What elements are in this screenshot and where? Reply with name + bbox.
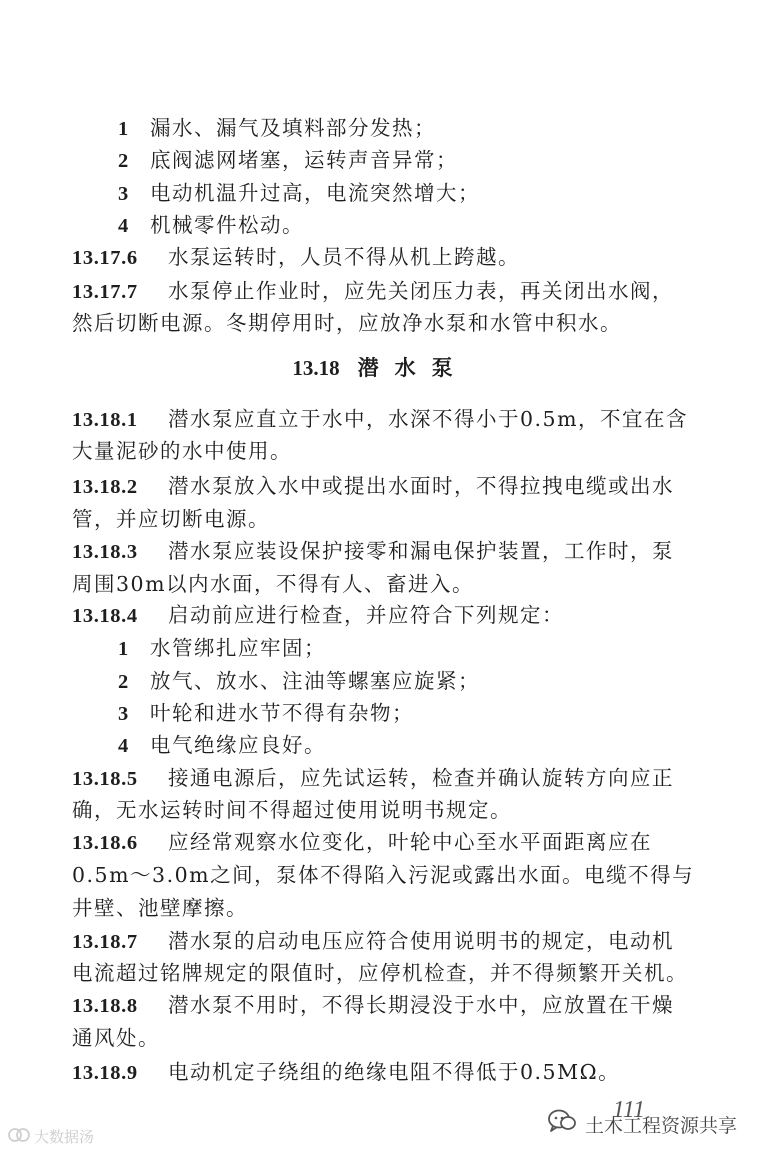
item-number: 1 <box>118 118 129 140</box>
clause-text: 井壁、池壁摩擦。 <box>72 896 248 920</box>
clause-13-17-6 <box>72 245 692 270</box>
list-item <box>118 116 738 141</box>
item-text: 电气绝缘应良好。 <box>150 733 326 757</box>
item-text: 底阀滤网堵塞，运转声音异常； <box>150 148 458 172</box>
item-number: 4 <box>118 215 129 237</box>
section-number: 13.18 <box>292 356 340 380</box>
item-number: 2 <box>118 150 129 172</box>
clause-13-18-2 <box>72 474 692 499</box>
clause-continuation <box>72 507 692 531</box>
clause-13-18-1 <box>72 407 692 432</box>
clause-text: 电流超过铭牌规定的限值时，应停机检查，并不得频繁开关机。 <box>72 961 688 985</box>
clause-continuation <box>72 439 692 463</box>
source-watermark <box>8 1126 94 1147</box>
page-number: 111 <box>612 1097 645 1123</box>
clause-number: 13.18.6 <box>72 832 138 854</box>
clause-text: 水泵停止作业时，应先关闭压力表，再关闭出水阀， <box>168 279 674 303</box>
clause-text: 然后切断电源。冬期停用时，应放净水泵和水管中积水。 <box>72 311 622 335</box>
item-number: 1 <box>118 638 129 660</box>
item-text: 叶轮和进水节不得有杂物； <box>150 701 414 725</box>
clause-number: 13.18.1 <box>72 409 138 431</box>
clause-13-18-5 <box>72 766 692 791</box>
clause-13-18-3 <box>72 539 692 564</box>
clause-text: 潜水泵放入水中或提出水面时，不得拉拽电缆或出水 <box>168 474 674 498</box>
clause-text: 确，无水运转时间不得超过使用说明书规定。 <box>72 798 512 822</box>
clause-text: 应经常观察水位变化，叶轮中心至水平面距离应在 <box>168 830 652 854</box>
section-title: 潜水泵 <box>357 355 469 380</box>
clause-13-18-9 <box>72 1060 692 1085</box>
item-number: 2 <box>118 671 129 693</box>
clause-number: 13.18.3 <box>72 541 138 563</box>
clause-number: 13.18.5 <box>72 768 138 790</box>
section-heading <box>0 355 761 381</box>
clause-13-18-8 <box>72 993 692 1018</box>
clause-text: 电动机定子绕组的绝缘电阻不得低于0.5MΩ。 <box>168 1060 621 1084</box>
clause-text: 潜水泵不用时，不得长期浸没于水中，应放置在干燥 <box>168 993 674 1017</box>
clause-continuation <box>72 961 692 985</box>
clause-text: 大量泥砂的水中使用。 <box>72 439 292 463</box>
clause-text: 0.5m～3.0m之间，泵体不得陷入污泥或露出水面。电缆不得与 <box>72 863 695 887</box>
watermark-text: 大数据汤 <box>34 1129 95 1146</box>
clause-13-17-7 <box>72 279 692 304</box>
list-item <box>118 701 738 726</box>
list-item <box>118 213 738 238</box>
clause-13-18-7 <box>72 929 692 954</box>
list-item <box>118 636 738 661</box>
clause-number: 13.17.6 <box>72 247 138 269</box>
item-number: 3 <box>118 183 129 205</box>
clause-13-18-4 <box>72 603 692 628</box>
clause-text: 水泵运转时，人员不得从机上跨越。 <box>168 245 520 269</box>
clause-continuation <box>72 798 692 822</box>
clause-number: 13.18.4 <box>72 605 138 627</box>
clause-continuation <box>72 572 692 596</box>
item-number: 3 <box>118 703 129 725</box>
clause-text: 潜水泵的启动电压应符合使用说明书的规定，电动机 <box>168 929 674 953</box>
clause-text: 通风处。 <box>72 1026 160 1050</box>
clause-text: 管，并应切断电源。 <box>72 507 270 531</box>
clause-number: 13.18.7 <box>72 931 138 953</box>
clause-number: 13.18.9 <box>72 1062 138 1084</box>
account-name: 土木工程资源共享 <box>584 1115 737 1137</box>
clause-continuation <box>72 863 695 887</box>
clause-number: 13.18.2 <box>72 476 138 498</box>
clause-number: 13.17.7 <box>72 281 138 303</box>
item-text: 漏水、漏气及填料部分发热； <box>150 116 436 140</box>
clause-text: 启动前应进行检查，并应符合下列规定： <box>168 603 564 627</box>
list-item <box>118 669 738 694</box>
clause-text: 潜水泵应直立于水中，水深不得小于0.5m，不宜在含 <box>168 407 689 431</box>
list-item <box>118 733 738 758</box>
list-item <box>118 181 738 206</box>
clause-continuation <box>72 311 692 335</box>
item-text: 水管绑扎应牢固； <box>150 636 326 660</box>
watermark-logo-icon <box>8 1127 30 1147</box>
clause-text: 周围30m以内水面，不得有人、畜进入。 <box>72 572 475 596</box>
item-text: 电动机温升过高，电流突然增大； <box>150 181 480 205</box>
clause-13-18-6 <box>72 830 692 855</box>
clause-continuation <box>72 896 692 920</box>
item-number: 4 <box>118 735 129 757</box>
item-text: 机械零件松动。 <box>150 213 304 237</box>
clause-text: 接通电源后，应先试运转，检查并确认旋转方向应正 <box>168 766 674 790</box>
clause-number: 13.18.8 <box>72 995 138 1017</box>
wechat-icon <box>547 1108 577 1140</box>
item-text: 放气、放水、注油等螺塞应旋紧； <box>150 669 480 693</box>
clause-text: 潜水泵应装设保护接零和漏电保护装置，工作时，泵 <box>168 539 674 563</box>
clause-continuation <box>72 1026 692 1050</box>
account-watermark <box>547 1108 737 1140</box>
list-item <box>118 148 738 173</box>
